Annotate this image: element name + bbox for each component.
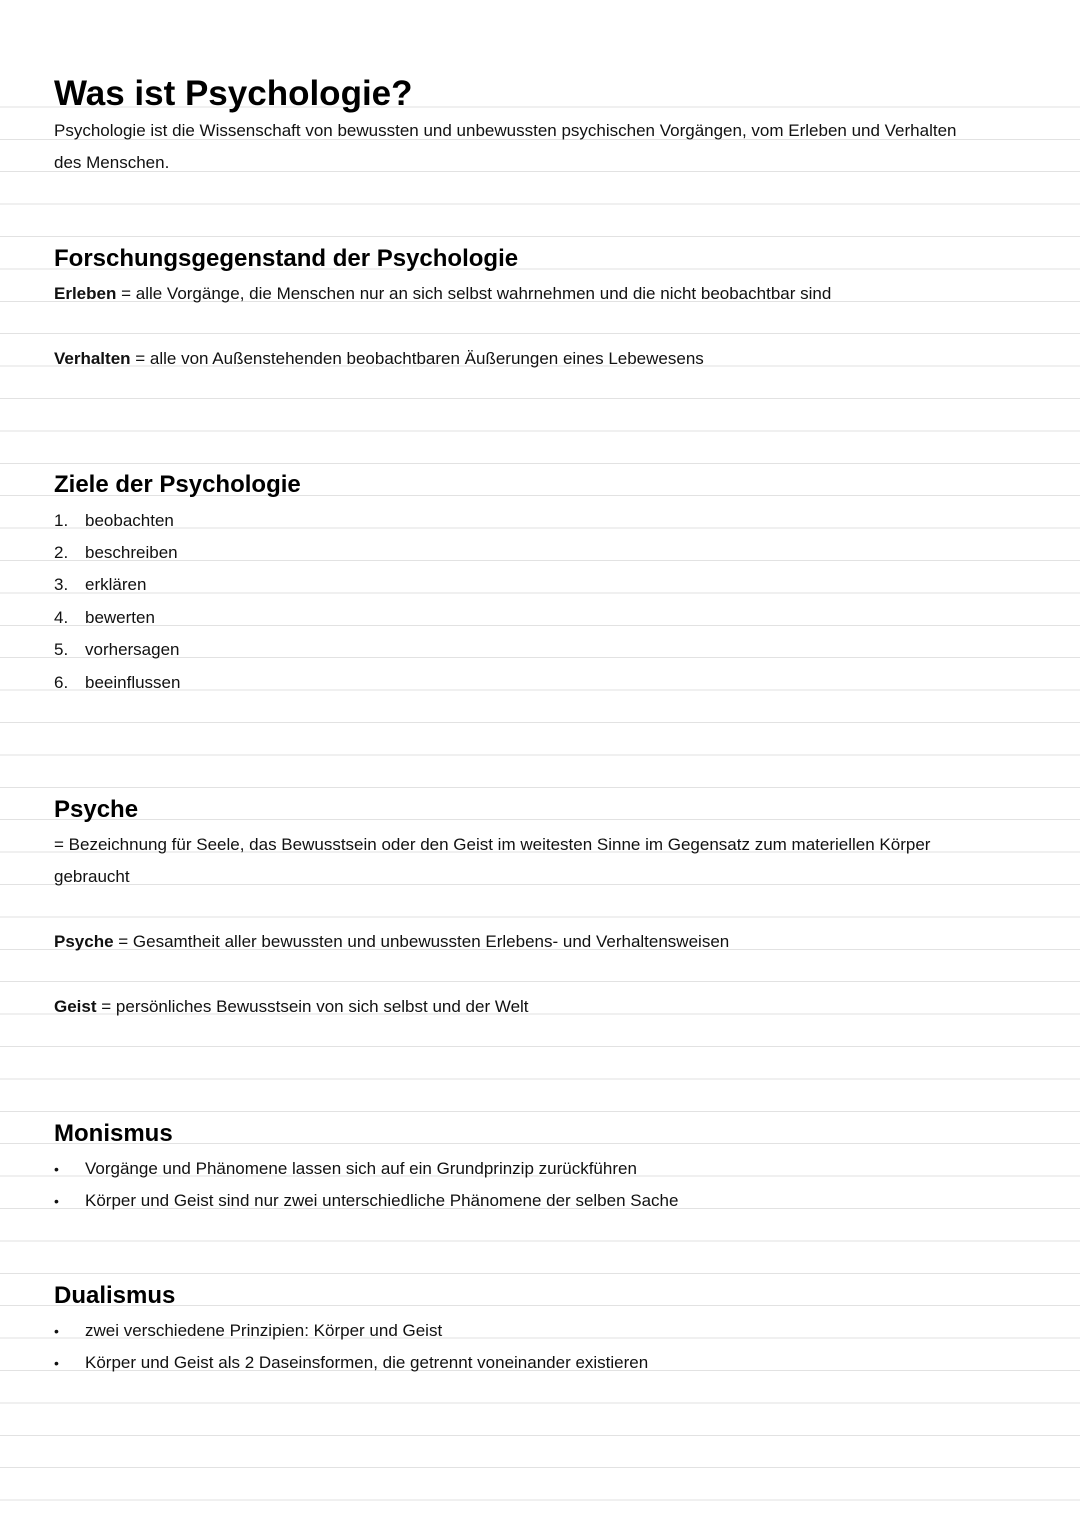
list-item-text: Körper und Geist als 2 Daseinsformen, die getrennt voneinander existieren	[85, 1353, 649, 1372]
list-item	[54, 1320, 442, 1342]
list-item-text: beeinflussen	[85, 673, 181, 692]
psyche-definition-line-1: = Bezeichnung für Seele, das Bewusstsein oder den Geist im weitesten Sinne im Gegensatz zum materiellen Körper	[54, 835, 931, 854]
definition-psyche	[54, 931, 729, 953]
heading-forschungsgegenstand: Forschungsgegenstand der Psychologie	[54, 245, 519, 272]
list-item-text: Vorgänge und Phänomene lassen sich auf ein Grundprinzip zurückführen	[85, 1159, 637, 1178]
list-item	[54, 542, 178, 564]
list-item	[54, 574, 146, 596]
bullet-icon: •	[54, 1323, 59, 1339]
term-erleben: Erleben	[54, 284, 117, 303]
list-item-text: vorhersagen	[85, 640, 180, 659]
definition-psyche-text: = Gesamtheit aller bewussten und unbewussten Erlebens- und Verhaltensweisen	[113, 932, 730, 951]
definition-geist-text: = persönliches Bewusstsein von sich selbst und der Welt	[96, 997, 529, 1016]
definition-erleben	[54, 283, 831, 305]
page-title: Was ist Psychologie?	[54, 74, 413, 113]
list-item	[54, 1190, 678, 1212]
intro-line-2: des Menschen.	[54, 153, 170, 172]
list-number: 4.	[54, 608, 69, 627]
list-item	[54, 510, 174, 532]
bullet-icon: •	[54, 1193, 59, 1209]
bullet-icon: •	[54, 1355, 59, 1371]
list-item-text: Körper und Geist sind nur zwei unterschiedliche Phänomene der selben Sache	[85, 1191, 679, 1210]
list-item-text: beobachten	[85, 511, 174, 530]
list-item-text: bewerten	[85, 608, 155, 627]
intro-line-1: Psychologie ist die Wissenschaft von bewussten und unbewussten psychischen Vorgängen, vom Erleben und Verhalten	[54, 121, 957, 140]
list-item	[54, 1158, 637, 1180]
list-item-text: erklären	[85, 575, 147, 594]
list-item	[54, 672, 180, 694]
list-number: 5.	[54, 640, 69, 659]
definition-erleben-text: = alle Vorgänge, die Menschen nur an sich selbst wahrnehmen und die nicht beobachtbar sind	[116, 284, 832, 303]
list-number: 3.	[54, 575, 69, 594]
term-geist: Geist	[54, 997, 97, 1016]
heading-dualismus: Dualismus	[54, 1282, 176, 1309]
term-verhalten: Verhalten	[54, 349, 131, 368]
list-number: 2.	[54, 543, 69, 562]
heading-monismus: Monismus	[54, 1120, 173, 1147]
psyche-definition-line-2: gebraucht	[54, 867, 130, 886]
definition-verhalten	[54, 348, 704, 370]
bullet-icon: •	[54, 1161, 59, 1177]
list-item-text: zwei verschiedene Prinzipien: Körper und Geist	[85, 1321, 443, 1340]
list-item-text: beschreiben	[85, 543, 178, 562]
definition-geist	[54, 996, 529, 1018]
list-item	[54, 639, 180, 661]
list-number: 6.	[54, 673, 69, 692]
list-item	[54, 607, 155, 629]
heading-psyche: Psyche	[54, 796, 139, 823]
heading-ziele: Ziele der Psychologie	[54, 471, 301, 498]
list-item	[54, 1352, 648, 1374]
term-psyche: Psyche	[54, 932, 114, 951]
list-number: 1.	[54, 511, 69, 530]
definition-verhalten-text: = alle von Außenstehenden beobachtbaren Äußerungen eines Lebewesens	[130, 349, 704, 368]
